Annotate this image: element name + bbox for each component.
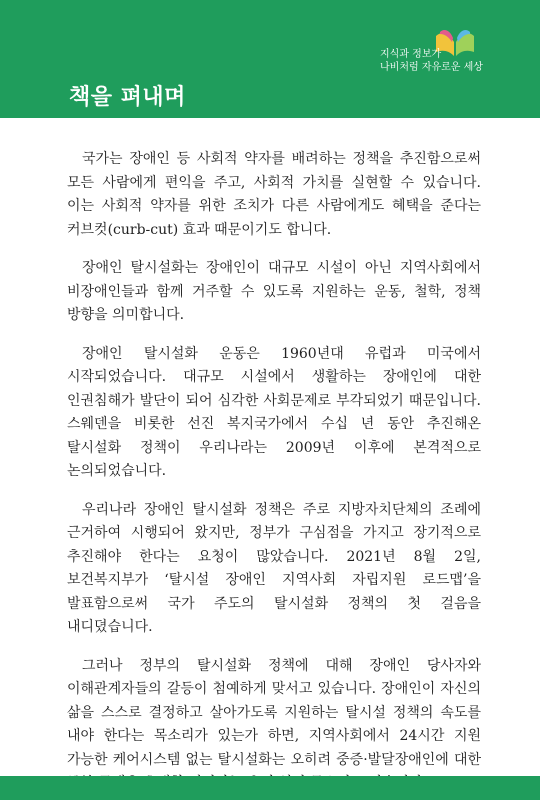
preface-body [67, 148, 481, 811]
page-title: 책을 펴내며 [69, 85, 186, 110]
paragraph: 장애인 탈시설화는 장애인이 대규모 시설이 아닌 지역사회에서 비장애인들과 함께 거주할 수 있도록 지원하는 운동, 철학, 정책 방향을 의미합니다. [67, 260, 481, 323]
series-logo [380, 28, 520, 98]
tagline [380, 48, 483, 74]
paragraph: 우리나라 장애인 탈시설화 정책은 주로 지방자치단체의 조례에 근거하여 시행되어 왔지만, 정부가 구심점을 가지고 장기적으로 추진해야 한다는 요청이 많았습니다. 2021년 8월 2일, 보건복지부가 ‘탈시설 장애인 지역사회 자립지원 로드맵’을 발표함으로써 국가 주도의 탈시설화 정책의 첫 걸음을 내디뎠습니다. [67, 501, 481, 635]
tagline-line-2: 나비처럼 자유로운 세상 [380, 62, 483, 73]
tagline-line-1: 지식과 정보가 [380, 49, 442, 60]
header-bar [0, 0, 540, 118]
paragraph: 국가는 장애인 등 사회적 약자를 배려하는 정책을 추진함으로써 모든 사람에게 편익을 주고, 사회적 가치를 실현할 수 있습니다. 이는 사회적 약자를 위한 조치가 다른 사람에게도 혜택을 준다는 커브컷(curb-cut) 효과 때문이기도 합니다. [67, 151, 481, 238]
paragraph: 장애인 탈시설화 운동은 1960년대 유럽과 미국에서 시작되었습니다. 대규모 시설에서 생활하는 장애인에 대한 인권침해가 발단이 되어 심각한 사회문제로 부각되었기 때문입니다. 스웨덴을 비롯한 선진 복지국가에서 수십 년 동안 추진해온 탈시설화 정책이 우리나라는 2009년 이후에 본격적으로 논의되었습니다. [67, 345, 481, 479]
paragraph: 그러나 정부의 탈시설화 정책에 대해 장애인 당사자와 이해관계자들의 갈등이 첨예하게 맞서고 있습니다. 장애인이 자신의 삶을 스스로 결정하고 살아가도록 지원하는 탈시설 정책의 속도를 내야 한다는 목소리가 있는가 하면, 지역사회에서 24시간 지원 가능한 케어시스템 없는 탈시설화는 오히려 중증·발달장애인에 대한 [67, 657, 481, 768]
footer-bar [0, 776, 540, 800]
